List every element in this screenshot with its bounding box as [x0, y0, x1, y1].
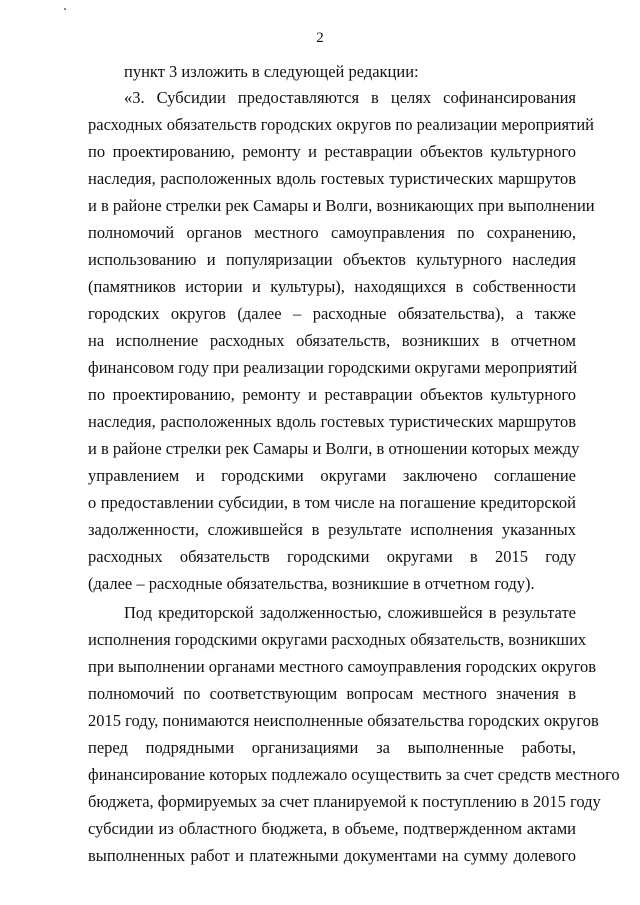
paragraph-line: по проектированию, ремонту и реставрации объектов культурного — [88, 142, 576, 161]
intro-line: пункт 3 изложить в следующей редакции: — [124, 62, 419, 81]
paragraph-line: по проектированию, ремонту и реставрации объектов культурного — [88, 385, 576, 404]
paragraph-line: «3. Субсидии предоставляются в целях софинансирования — [124, 88, 576, 107]
paragraph-line: наследия, расположенных вдоль гостевых туристических маршрутов — [88, 412, 576, 431]
page-number: 2 — [316, 30, 324, 46]
paragraph-line: городских округов (далее – расходные обязательства), а также — [88, 304, 576, 323]
paragraph-line: и в районе стрелки рек Самары и Волги, возникающих при выполнении — [88, 196, 595, 215]
paragraph-line: финансирование которых подлежало осуществить за счет средств местного — [88, 765, 620, 784]
paragraph-line: использованию и популяризации объектов культурного наследия — [88, 250, 576, 269]
paragraph-line: Под кредиторской задолженностью, сложившейся в результате — [124, 603, 576, 622]
paragraph-line: при выполнении органами местного самоуправления городских округов — [88, 657, 597, 676]
scan-artifact — [64, 8, 66, 10]
paragraph-line: бюджета, формируемых за счет планируемой к поступлению в 2015 году — [88, 792, 601, 811]
paragraph-line: перед подрядными организациями за выполненные работы, — [88, 738, 576, 757]
paragraph-line: финансовом году при реализации городскими округами мероприятий — [88, 358, 578, 377]
paragraph-line: на исполнение расходных обязательств, возникших в отчетном — [88, 331, 576, 350]
paragraph-line: о предоставлении субсидии, в том числе на погашение кредиторской — [88, 493, 576, 512]
paragraph-line: выполненных работ и платежными документами на сумму долевого — [88, 846, 576, 865]
paragraph-line: наследия, расположенных вдоль гостевых туристических маршрутов — [88, 169, 576, 188]
paragraph-line: полномочий органов местного самоуправления по сохранению, — [88, 223, 576, 242]
paragraph-line: расходных обязательств городскими округами в 2015 году — [88, 547, 576, 566]
paragraph-line: полномочий по соответствующим вопросам местного значения в — [88, 684, 576, 703]
paragraph-line: и в районе стрелки рек Самары и Волги, в отношении которых между — [88, 439, 580, 458]
paragraph-line: (памятников истории и культуры), находящихся в собственности — [88, 277, 576, 296]
paragraph-line: (далее – расходные обязательства, возникшие в отчетном году). — [88, 574, 535, 593]
paragraph-line: исполнения городскими округами расходных обязательств, возникших — [88, 630, 587, 649]
paragraph-line: 2015 году, понимаются неисполненные обязательства городских округов — [88, 711, 599, 730]
paragraph-line: расходных обязательств городских округов по реализации мероприятий — [88, 115, 594, 134]
paragraph-line: субсидии из областного бюджета, в объеме, подтвержденном актами — [88, 819, 576, 838]
paragraph-line: задолженности, сложившейся в результате исполнения указанных — [88, 520, 576, 539]
paragraph-line: управлением и городскими округами заключено соглашение — [88, 466, 576, 485]
